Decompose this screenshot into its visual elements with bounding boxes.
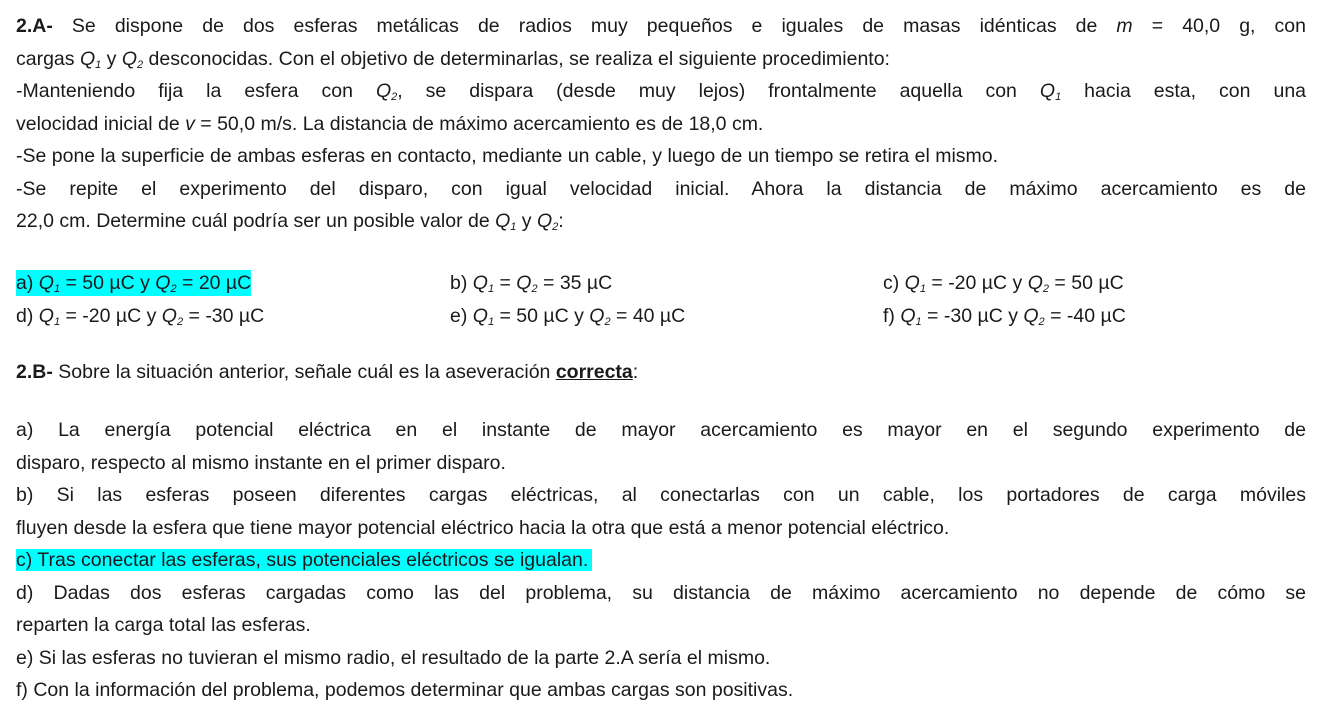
option-2b-b-line-1[interactable]: b) Si las esferas poseen diferentes cargas eléctricas, al conectarlas con un cable, los portadores de carga móviles (16, 484, 1306, 506)
option-text: = 20 µC (176, 272, 252, 294)
option-2a-a[interactable] (16, 270, 251, 296)
q2-subscript: 2 (170, 283, 177, 295)
q1-subscript: 1 (919, 283, 926, 295)
option-text: = -30 µC (183, 305, 265, 327)
q2-subscript: 2 (552, 221, 559, 233)
p2a-text: cargas (16, 47, 80, 70)
p2a-line-3 (16, 75, 1306, 108)
option-2a-c[interactable] (883, 270, 1124, 296)
option-text: = 35 µC (537, 272, 613, 294)
q1-subscript: 1 (510, 221, 517, 233)
q2-symbol: Q (375, 80, 392, 102)
q1-subscript: 1 (487, 283, 495, 295)
option-2b-d-line-2[interactable]: reparten la carga total las esferas. (16, 614, 311, 636)
option-letter: d) (16, 305, 39, 327)
problem-2a (16, 10, 1306, 238)
correct-emphasis: correcta (555, 361, 633, 383)
velocity-variable: v (185, 112, 195, 135)
option-2b-a-line-1[interactable]: a) La energía potencial eléctrica en el instante de mayor acercamiento es mayor en el segundo experimento de (16, 419, 1306, 441)
q1-subscript: 1 (95, 58, 102, 71)
option-2b-f[interactable]: f) Con la información del problema, podemos determinar que ambas cargas son positivas. (16, 679, 794, 701)
option-letter: e) (450, 305, 473, 327)
option-2a-e[interactable] (450, 303, 685, 329)
p2a-text: desconocidas. Con el objetivo de determinarlas, se realiza el siguiente procedimiento: (143, 47, 890, 70)
p2a-text: Se dispone de dos esferas metálicas de radios muy pequeños e iguales de masas idénticas de (52, 15, 1117, 37)
p2b-options (16, 414, 1306, 707)
q1-symbol: Q (38, 305, 54, 327)
q1-subscript: 1 (487, 316, 495, 328)
q2-symbol: Q (161, 305, 177, 327)
option-text: = (494, 272, 517, 294)
q2-subscript: 2 (176, 316, 184, 328)
p2a-text: -Manteniendo fija la esfera con (16, 80, 376, 102)
p2a-label: 2.A- (16, 15, 53, 37)
q1-symbol: Q (472, 305, 488, 327)
option-2b-e[interactable]: e) Si las esferas no tuvieran el mismo radio, el resultado de la parte 2.A sería el mismo. (16, 646, 771, 669)
p2a-text: y (516, 210, 537, 232)
option-letter: b) (450, 272, 473, 294)
p2a-text: : (558, 210, 564, 232)
option-2b-c[interactable] (16, 544, 1306, 577)
option-2a-f[interactable] (883, 303, 1126, 329)
option-letter: c) (883, 272, 905, 294)
q1-symbol: Q (472, 272, 488, 294)
p2b-colon: : (632, 361, 639, 383)
q2-symbol: Q (1027, 272, 1043, 294)
p2a-text: velocidad inicial de (16, 112, 186, 135)
p2a-text: , se dispara (desde muy lejos) frontalmente aquella con (397, 80, 1040, 102)
q2-subscript: 2 (137, 58, 144, 71)
q1-subscript: 1 (53, 316, 61, 328)
p2a-line-4 (16, 108, 1306, 141)
p2a-text: = 50,0 m/s. La distancia de máximo acercamiento es de 18,0 cm. (194, 112, 764, 135)
q1-symbol: Q (900, 305, 916, 327)
q2-subscript: 2 (1038, 316, 1045, 328)
q2-symbol: Q (155, 272, 171, 294)
option-text: = 40 µC (610, 305, 686, 327)
q2-subscript: 2 (1042, 283, 1049, 295)
q2-symbol: Q (1023, 305, 1039, 327)
q1-subscript: 1 (1055, 91, 1062, 103)
p2a-line-6: -Se repite el experimento del disparo, con igual velocidad inicial. Ahora la distancia de máximo acercamiento es de (16, 177, 1306, 200)
p2a-line-5: -Se pone la superficie de ambas esferas en contacto, mediante un cable, y luego de un tiempo se retira el mismo. (16, 145, 999, 167)
p2b-text: Sobre la situación anterior, señale cuál es la aseveración (52, 361, 556, 383)
p2a-text: 22,0 cm. Determine cuál podría ser un posible valor de (16, 210, 496, 232)
mass-variable: m (1116, 15, 1133, 37)
option-2b-d-line-1[interactable]: d) Dadas dos esferas cargadas como las del problema, su distancia de máximo acercamiento no depende de cómo se (16, 581, 1306, 604)
q2-symbol: Q (121, 47, 138, 70)
p2b-label: 2.B- (16, 361, 53, 383)
p2b-prompt (16, 356, 1306, 389)
p2a-line-2 (16, 43, 1306, 76)
q2-subscript: 2 (391, 91, 398, 103)
option-text: = -20 µC y (60, 305, 162, 327)
q2-subscript: 2 (531, 283, 538, 295)
q1-symbol: Q (495, 210, 511, 232)
option-2b-b-line-2[interactable]: fluyen desde la esfera que tiene mayor potencial eléctrico hacia la otra que está a menor potencial eléctrico. (16, 516, 950, 539)
problem-2b (16, 356, 1306, 389)
q2-symbol: Q (516, 272, 532, 294)
mass-value: = 40,0 g, con (1132, 15, 1306, 37)
option-text: = -30 µC y (921, 305, 1024, 327)
p2a-text: hacia esta, con una (1061, 80, 1307, 102)
p2a-text: y (101, 47, 122, 70)
option-text: = 50 µC (1049, 272, 1124, 294)
option-text: = -40 µC (1044, 305, 1126, 327)
q2-subscript: 2 (604, 316, 611, 328)
q1-subscript: 1 (53, 283, 61, 295)
q2-symbol: Q (536, 210, 553, 232)
q2-symbol: Q (589, 305, 605, 327)
p2a-line-1 (16, 10, 1306, 43)
q1-symbol: Q (904, 272, 920, 294)
p2a-line-7 (16, 205, 1306, 238)
option-text: = 50 µC y (494, 305, 590, 327)
option-2a-d[interactable] (16, 303, 264, 329)
option-2a-b[interactable] (450, 270, 612, 296)
option-2b-c-text: c) Tras conectar las esferas, sus potenciales eléctricos se igualan. (16, 549, 592, 571)
option-letter: a) (16, 272, 39, 294)
option-2b-a-line-2[interactable]: disparo, respecto al mismo instante en el primer disparo. (16, 451, 506, 474)
option-letter: f) (883, 305, 901, 327)
option-text: = 50 µC y (60, 272, 156, 294)
q1-symbol: Q (38, 272, 54, 294)
q1-symbol: Q (1039, 80, 1056, 102)
q1-subscript: 1 (915, 316, 922, 328)
q1-symbol: Q (79, 47, 96, 70)
option-text: = -20 µC y (925, 272, 1028, 294)
